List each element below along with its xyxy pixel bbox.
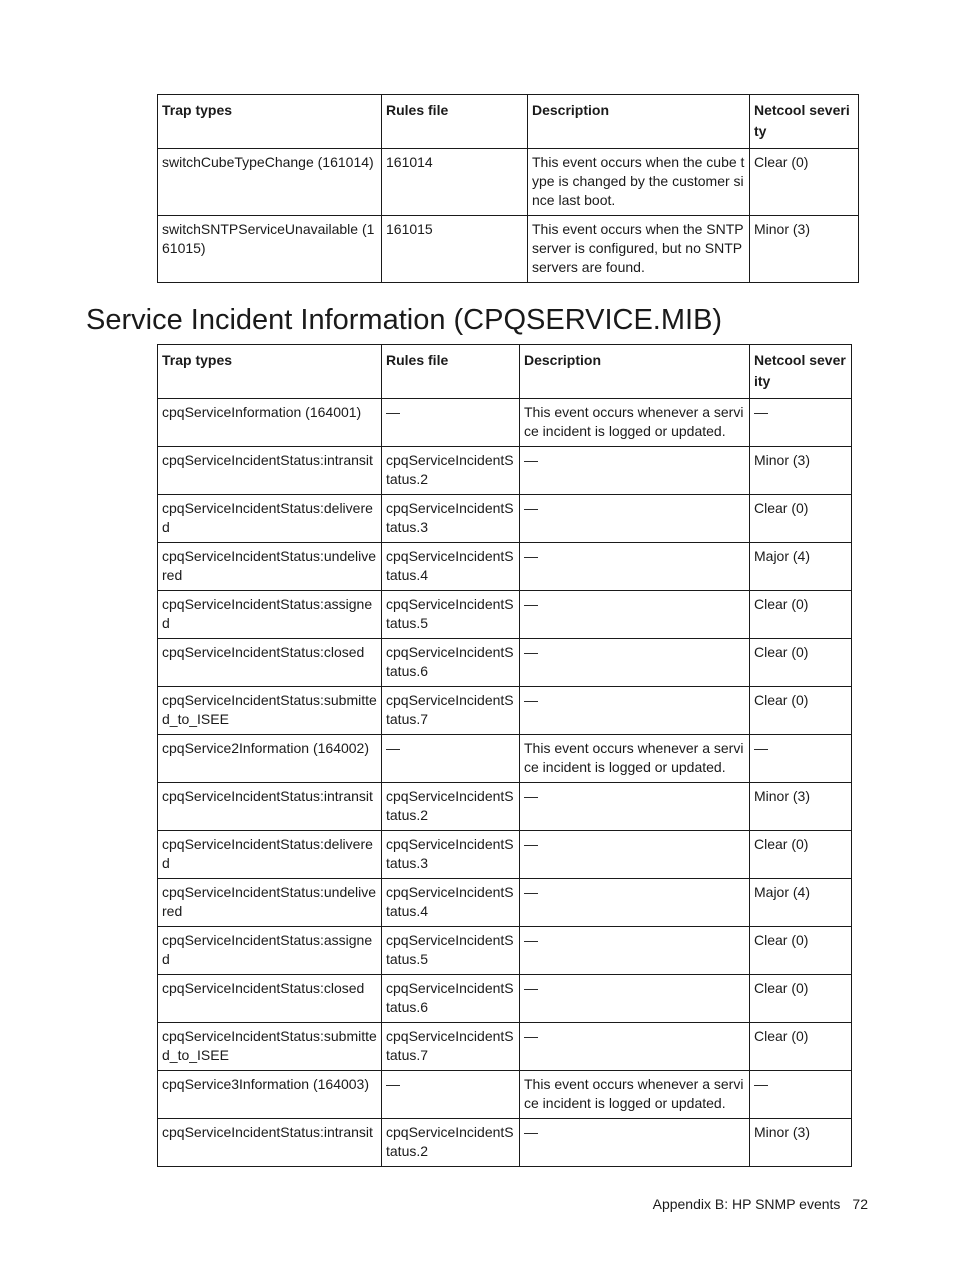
cell-severity: Clear (0): [750, 831, 852, 879]
table-row: [158, 783, 852, 831]
cell-severity: —: [750, 399, 852, 447]
table-row: [158, 495, 852, 543]
section-heading: Service Incident Information (CPQSERVICE.MIB): [86, 304, 723, 336]
cell-description: —: [520, 639, 750, 687]
header-description: Description: [520, 345, 750, 399]
cell-rules-file: —: [382, 735, 520, 783]
cell-trap-type: cpqServiceIncidentStatus:delivered: [158, 495, 382, 543]
cell-trap-type: cpqServiceIncidentStatus:delivered: [158, 831, 382, 879]
cell-description: —: [520, 927, 750, 975]
cell-trap-type: cpqServiceIncidentStatus:undelivered: [158, 543, 382, 591]
cell-description: —: [520, 783, 750, 831]
cell-severity: Clear (0): [750, 495, 852, 543]
cell-severity: Clear (0): [750, 149, 859, 216]
cell-rules-file: 161014: [382, 149, 528, 216]
cell-severity: Clear (0): [750, 1023, 852, 1071]
cell-rules-file: cpqServiceIncidentStatus.7: [382, 1023, 520, 1071]
header-rules-file: Rules file: [382, 95, 528, 149]
cell-trap-type: cpqServiceIncidentStatus:closed: [158, 975, 382, 1023]
cell-rules-file: —: [382, 1071, 520, 1119]
cell-rules-file: 161015: [382, 216, 528, 283]
cell-trap-type: cpqServiceIncidentStatus:assigned: [158, 927, 382, 975]
cell-description: —: [520, 495, 750, 543]
cell-rules-file: cpqServiceIncidentStatus.5: [382, 927, 520, 975]
cell-rules-file: cpqServiceIncidentStatus.7: [382, 687, 520, 735]
cell-description: —: [520, 1023, 750, 1071]
cell-description: —: [520, 1119, 750, 1167]
cell-rules-file: cpqServiceIncidentStatus.6: [382, 639, 520, 687]
cell-rules-file: cpqServiceIncidentStatus.5: [382, 591, 520, 639]
cell-description: —: [520, 447, 750, 495]
table-row: [158, 399, 852, 447]
cell-description: This event occurs when the SNTP server is configured, but no SNTP servers are found.: [528, 216, 750, 283]
header-trap-types: Trap types: [158, 95, 382, 149]
cell-rules-file: cpqServiceIncidentStatus.2: [382, 447, 520, 495]
cell-severity: Clear (0): [750, 639, 852, 687]
cell-severity: Minor (3): [750, 783, 852, 831]
cell-severity: Minor (3): [750, 447, 852, 495]
cell-trap-type: switchCubeTypeChange (161014): [158, 149, 382, 216]
cell-severity: Minor (3): [750, 216, 859, 283]
cell-trap-type: cpqServiceIncidentStatus:submitted_to_ISEE: [158, 1023, 382, 1071]
cell-trap-type: cpqServiceIncidentStatus:submitted_to_ISEE: [158, 687, 382, 735]
table-row: [158, 1023, 852, 1071]
cell-rules-file: cpqServiceIncidentStatus.2: [382, 1119, 520, 1167]
table-row: [158, 1119, 852, 1167]
header-netcool-severity: Netcool severity: [750, 345, 852, 399]
cell-severity: Clear (0): [750, 591, 852, 639]
table-row: [158, 879, 852, 927]
page-footer: [653, 1194, 868, 1214]
cell-severity: —: [750, 735, 852, 783]
cell-description: —: [520, 543, 750, 591]
trap-table-switch: [157, 94, 859, 283]
cell-trap-type: cpqServiceIncidentStatus:assigned: [158, 591, 382, 639]
cell-rules-file: cpqServiceIncidentStatus.3: [382, 495, 520, 543]
header-trap-types: Trap types: [158, 345, 382, 399]
table-row: [158, 149, 859, 216]
cell-description: —: [520, 687, 750, 735]
cell-severity: Clear (0): [750, 687, 852, 735]
cell-trap-type: switchSNTPServiceUnavailable (161015): [158, 216, 382, 283]
cell-description: This event occurs when the cube type is changed by the customer since last boot.: [528, 149, 750, 216]
table-header-row: [158, 345, 852, 399]
cell-trap-type: cpqServiceIncidentStatus:intransit: [158, 783, 382, 831]
cell-rules-file: cpqServiceIncidentStatus.6: [382, 975, 520, 1023]
cell-description: —: [520, 975, 750, 1023]
cell-description: This event occurs whenever a service incident is logged or updated.: [520, 1071, 750, 1119]
cell-rules-file: cpqServiceIncidentStatus.2: [382, 783, 520, 831]
table-row: [158, 591, 852, 639]
cell-rules-file: —: [382, 399, 520, 447]
cell-trap-type: cpqServiceIncidentStatus:closed: [158, 639, 382, 687]
cell-description: —: [520, 879, 750, 927]
footer-appendix-label: Appendix B: HP SNMP events: [652, 1196, 841, 1212]
cell-rules-file: cpqServiceIncidentStatus.4: [382, 543, 520, 591]
header-rules-file: Rules file: [382, 345, 520, 399]
cell-trap-type: cpqServiceInformation (164001): [158, 399, 382, 447]
cell-description: This event occurs whenever a service incident is logged or updated.: [520, 735, 750, 783]
cell-trap-type: cpqService2Information (164002): [158, 735, 382, 783]
cell-severity: —: [750, 1071, 852, 1119]
table-row: [158, 975, 852, 1023]
cell-severity: Clear (0): [750, 975, 852, 1023]
cell-description: This event occurs whenever a service incident is logged or updated.: [520, 399, 750, 447]
table-row: [158, 216, 859, 283]
cell-rules-file: cpqServiceIncidentStatus.3: [382, 831, 520, 879]
table-row: [158, 447, 852, 495]
cell-trap-type: cpqServiceIncidentStatus:intransit: [158, 1119, 382, 1167]
table-row: [158, 735, 852, 783]
table-row: [158, 639, 852, 687]
table-row: [158, 1071, 852, 1119]
table-row: [158, 687, 852, 735]
cell-description: —: [520, 591, 750, 639]
cell-trap-type: cpqService3Information (164003): [158, 1071, 382, 1119]
page-number: 72: [852, 1196, 868, 1212]
cell-trap-type: cpqServiceIncidentStatus:undelivered: [158, 879, 382, 927]
cell-description: —: [520, 831, 750, 879]
cell-severity: Major (4): [750, 543, 852, 591]
header-netcool-severity: Netcool severity: [750, 95, 859, 149]
table-row: [158, 831, 852, 879]
cell-severity: Major (4): [750, 879, 852, 927]
cell-trap-type: cpqServiceIncidentStatus:intransit: [158, 447, 382, 495]
cell-severity: Minor (3): [750, 1119, 852, 1167]
table-row: [158, 927, 852, 975]
trap-table-service-incident: [157, 344, 852, 1167]
table-row: [158, 543, 852, 591]
cell-severity: Clear (0): [750, 927, 852, 975]
table-header-row: [158, 95, 859, 149]
cell-rules-file: cpqServiceIncidentStatus.4: [382, 879, 520, 927]
header-description: Description: [528, 95, 750, 149]
